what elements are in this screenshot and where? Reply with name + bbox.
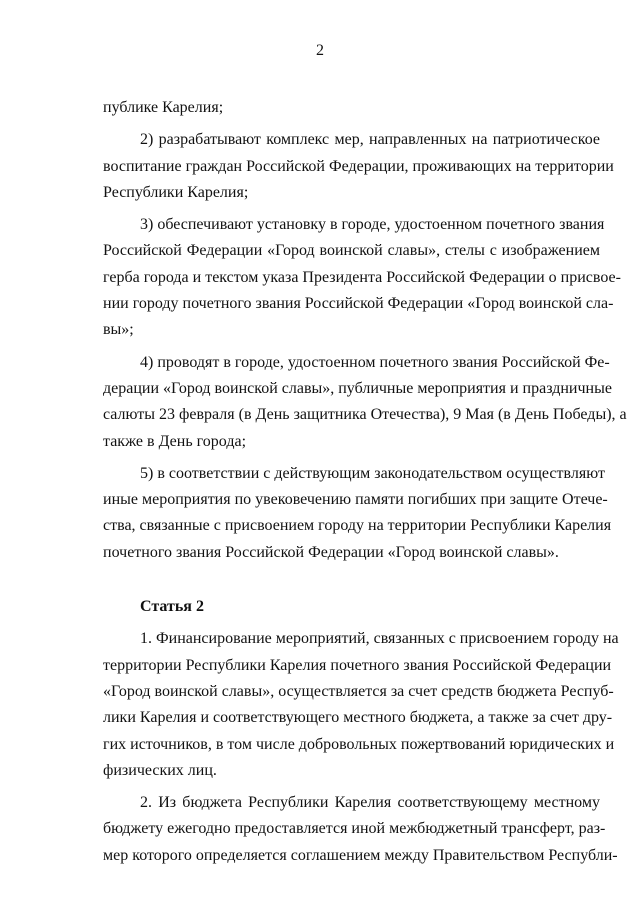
text-line: 1. Финансирование мероприятий, связанных с присвоением городу на	[140, 630, 619, 648]
text-line: 3) обеспечивают установку в городе, удостоенном почетного звания	[140, 216, 605, 234]
article-paragraph	[103, 626, 619, 784]
text-line: дерации «Город воинской славы», публичные мероприятия и праздничные	[103, 379, 612, 397]
list-item	[103, 461, 612, 566]
text-line: физических лиц.	[103, 761, 217, 779]
list-item	[103, 127, 614, 206]
text-line: лики Карелия и соответствующего местного бюджета, а также за счет дру-	[103, 709, 613, 727]
text-line: Российской Федерации «Город воинской славы», стелы с изображением	[103, 242, 600, 260]
page-number: 2	[316, 42, 324, 59]
text-line: салюты 23 февраля (в День защитника Отечества), 9 Мая (в День Победы), а	[103, 406, 627, 424]
text-line: 2) разрабатывают комплекс мер, направленных на патриотическое	[140, 131, 600, 149]
article-section	[103, 594, 619, 869]
text-line: мер которого определяется соглашением между Правительством Республи-	[103, 846, 618, 864]
text-line: почетного звания Российской Федерации «Город воинской славы».	[103, 543, 559, 561]
article-paragraph	[103, 790, 618, 869]
text-line: Республики Карелия;	[103, 183, 249, 201]
text-line: вы»;	[103, 321, 134, 339]
text-line: 4) проводят в городе, удостоенном почетного звания Российской Фе-	[140, 353, 610, 371]
list-item	[103, 212, 621, 343]
text-line: нии городу почетного звания Российской Федерации «Город воинской сла-	[103, 295, 614, 313]
text-line: бюджету ежегодно предоставляется иной межбюджетный трансферт, раз-	[103, 820, 606, 838]
text-line: 2. Из бюджета Республики Карелия соответствующему местному	[140, 794, 600, 812]
text-line: герба города и текстом указа Президента Российской Федерации о присвое-	[103, 268, 621, 286]
text-line: иные мероприятия по увековечению памяти погибших при защите Отече-	[103, 491, 608, 509]
article-heading: Статья 2	[140, 598, 204, 616]
text-line: 5) в соответствии с действующим законодательством осуществляют	[140, 464, 605, 482]
list-item	[103, 350, 627, 455]
document-body	[103, 95, 627, 869]
text-line: также в День города;	[103, 432, 247, 450]
text-line: гих источников, в том числе добровольных пожертвований юридических и	[103, 735, 615, 753]
text-line: «Город воинской славы», осуществляется за счет средств бюджета Респуб-	[103, 682, 614, 700]
text-line: ства, связанные с присвоением городу на территории Республики Карелия	[103, 517, 612, 535]
text-line: территории Республики Карелия почетного звания Российской Федерации	[103, 656, 612, 674]
text-line: публике Карелия;	[103, 99, 224, 116]
text-line: воспитание граждан Российской Федерации, проживающих на территории	[103, 157, 614, 175]
